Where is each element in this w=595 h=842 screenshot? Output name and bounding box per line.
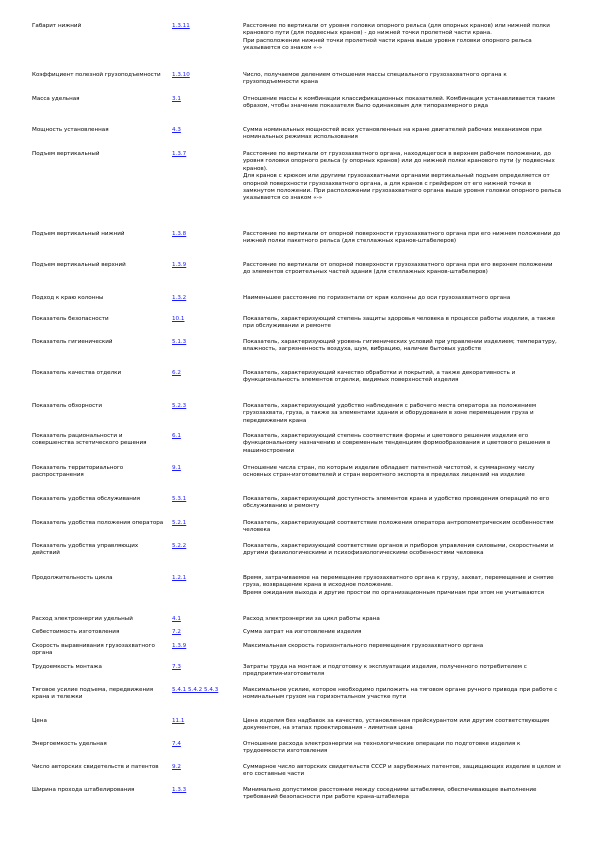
definition-paragraph: Расход электроэнергии за цикл работы крана <box>243 616 380 622</box>
term-label: Число авторских свидетельств и патентов <box>32 764 159 770</box>
definition-paragraph: Расстояние по вертикали от опорной поверхности грузозахватного органа при его нижнем положении до нижней полки пакетного рельса (для стеллажных кранов-штабелеров) <box>243 231 561 245</box>
term-label: Показатель территориального распространения <box>32 465 124 479</box>
definition-paragraph: Показатель, характеризующий доступность элементов крана и удобство проведения операций по его обслуживанию и ремонту <box>243 496 550 510</box>
term-definition <box>243 764 561 779</box>
term-label: Подъем вертикальный нижний <box>32 231 125 237</box>
section-reference-link[interactable]: 4.3 <box>172 127 181 133</box>
definition-paragraph: Цена изделия без надбавок за качество, установленная прейскурантом или другим соответствующим документом, на этапах проектирования - лимитная цена <box>243 718 550 732</box>
term-label: Трудоемкость монтажа <box>32 664 102 670</box>
term-definition <box>243 72 561 87</box>
definition-paragraph: Затраты труда на монтаж и подготовку к эксплуатации изделия, полученного потребителем с предприятия-изготовителя <box>243 664 527 678</box>
term-definition <box>243 465 561 480</box>
term-label: Тяговое усилие подъема, передвижения крана и тележки <box>32 687 154 701</box>
term-label: Цена <box>32 718 47 724</box>
section-reference-link[interactable]: 7.3 <box>172 664 181 670</box>
term-label: Мощность установленная <box>32 127 109 133</box>
term-definition <box>243 687 561 702</box>
term-definition <box>243 629 561 636</box>
term-definition <box>243 339 561 354</box>
term-label: Габарит нижний <box>32 23 82 29</box>
definition-paragraph: Время, затрачиваемое на перемещение грузозахватного органа к грузу, захват, перемещение и снятие груза, возвращение крана в исходное положение. <box>243 575 554 589</box>
term-definition <box>243 262 561 277</box>
section-reference-link[interactable]: 1.3.10 <box>172 72 190 78</box>
definition-paragraph: Показатель, характеризующий уровень гигиенических условий при управлении изделием; температуру, влажность, загрязненность воздуха, шум, вибрацию, наличие бытовых удобств <box>243 339 557 353</box>
section-reference-link[interactable]: 1.3.3 <box>172 787 187 793</box>
term-definition <box>243 787 561 802</box>
term-definition <box>243 151 561 203</box>
term-label: Скорость выравнивания грузозахватного органа <box>32 643 155 657</box>
term-definition <box>243 316 561 331</box>
section-reference-link[interactable]: 5.2.2 <box>172 543 187 549</box>
definition-paragraph: Число, получаемое делением отношения массы специального грузозахватного органа к грузоподъемности крана <box>243 72 507 86</box>
term-definition <box>243 370 561 385</box>
definition-paragraph: Расстояние по вертикали от уровня головки опорного рельса (для опорных кранов) или нижней полки кранового пути (для подвесных кранов) - до нижней точки пролетной части крана. <box>243 23 550 37</box>
definition-paragraph: Показатель, характеризующий соответствие положения оператора антропометрическим особенностям человека <box>243 520 554 534</box>
term-definition <box>243 295 561 302</box>
section-reference-link[interactable]: 10.1 <box>172 316 185 322</box>
definition-paragraph: Отношение массы к комбинации классификационных показателей. Комбинация устанавливается таким образом, чтобы значение показателя было одинаковым для типоразмерного ряда <box>243 96 555 110</box>
term-label: Коэффициент полезной грузоподъемности <box>32 72 161 78</box>
term-definition <box>243 96 561 111</box>
section-reference-link[interactable]: 7.4 <box>172 741 181 747</box>
section-reference-link[interactable]: 1.3.11 <box>172 23 190 29</box>
term-label: Показатель безопасности <box>32 316 109 322</box>
term-definition <box>243 23 561 53</box>
term-definition <box>243 718 561 733</box>
term-label: Расход электроэнергии удельный <box>32 616 133 622</box>
definition-paragraph: Сумма номинальных мощностей всех установленных на кране двигателей рабочих механизмов при номинальных режимах использования <box>243 127 542 141</box>
term-definition <box>243 543 561 558</box>
section-reference-link[interactable]: 1.3.9 <box>172 643 187 649</box>
term-definition <box>243 664 561 679</box>
section-reference-link[interactable]: 1.3.9 <box>172 262 187 268</box>
term-label: Показатель качества отделки <box>32 370 122 376</box>
section-reference-link[interactable]: 9.2 <box>172 764 181 770</box>
section-reference-link[interactable]: 6.2 <box>172 370 181 376</box>
section-reference-link[interactable]: 5.2.1 <box>172 520 187 526</box>
section-reference-link[interactable]: 5.2.3 <box>172 403 187 409</box>
term-label: Показатель гигиенический <box>32 339 113 345</box>
term-definition <box>243 616 561 623</box>
definition-paragraph: Отношение расхода электроэнергии на технологические операции по подготовке изделия к трудоемкости изготовления <box>243 741 521 755</box>
term-definition <box>243 433 561 455</box>
definition-paragraph: Минимально допустимое расстояние между соседними штабелями, обеспечивающее выполнение требований безопасности при работе крана-штабелера <box>243 787 537 801</box>
term-label: Показатель рациональности и совершенства эстетического решения <box>32 433 147 447</box>
section-reference-link[interactable]: 1.3.2 <box>172 295 187 301</box>
section-reference-link[interactable]: 1.2.1 <box>172 575 187 581</box>
definition-paragraph: Максимальная скорость горизонтального перемещения грузозахватного органа <box>243 643 484 649</box>
term-definition <box>243 231 561 246</box>
definition-paragraph: Расстояние по вертикали от грузозахватного органа, находящегося в верхнем рабочем положении, до уровня головки опорного рельса (у опорных кранов) или до нижней полки кранового пути (у подвесных кранов). <box>243 151 555 172</box>
definition-paragraph: Суммарное число авторских свидетельств СССР и зарубежных патентов, защищающих изделие в целом и его составные части <box>243 764 561 778</box>
term-label: Подход к краю колонны <box>32 295 104 301</box>
term-label: Себестоимость изготовления <box>32 629 120 635</box>
section-reference-link[interactable]: 5.1.3 <box>172 339 187 345</box>
section-reference-link[interactable]: 4.1 <box>172 616 181 622</box>
term-definition <box>243 520 561 535</box>
term-definition <box>243 575 561 597</box>
definition-paragraph: Показатель, характеризующий степень защиты здоровья человека в процессе работы изделия, а также при обслуживании и ремонте <box>243 316 556 330</box>
term-definition <box>243 496 561 511</box>
term-label: Продолжительность цикла <box>32 575 113 581</box>
section-reference-link[interactable]: 6.1 <box>172 433 181 439</box>
definition-paragraph: Наименьшее расстояние по горизонтали от края колонны до оси грузозахватного органа <box>243 295 511 301</box>
section-reference-link[interactable]: 7.2 <box>172 629 181 635</box>
term-definition <box>243 127 561 142</box>
definition-paragraph: Отношение числа стран, по которым изделие обладает патентной чистотой, к суммарному числу основных стран-изготовителей и стран вероятного экспорта в пределах лицензий на изделие <box>243 465 535 479</box>
definition-paragraph: Расстояние по вертикали от опорной поверхности грузозахватного органа при его верхнем положении до элементов строительных частей здания (для стеллажных кранов-штабелеров) <box>243 262 553 276</box>
term-label: Показатель удобства управляющих действий <box>32 543 139 557</box>
definition-paragraph: Показатель, характеризующий степень соответствия формы и цветового решения изделия его функциональному назначению и современным тенденциям формообразования и цветового решения в машиностроении <box>243 433 551 454</box>
section-reference-link[interactable]: 11.1 <box>172 718 185 724</box>
term-definition <box>243 403 561 425</box>
definition-paragraph: Максимальное усилие, которое необходимо приложить на тяговом органе ручного привода при работе с номинальным грузом на горизонтальном участке пути <box>243 687 558 701</box>
definition-paragraph: Показатель, характеризующий удобство наблюдения с рабочего места оператора за положением грузозахвата, груза, а также за элементами здания и оборудования в зоне перемещения груза и передвижения крана <box>243 403 537 424</box>
definition-paragraph: Показатель, характеризующий качество обработки и покрытий, а также декоративность и функциональность элементов отделки, видимых поверхностей изделия <box>243 370 516 384</box>
term-definition <box>243 741 561 756</box>
term-label: Ширина прохода штабелирования <box>32 787 135 793</box>
section-reference-link[interactable]: 1.3.7 <box>172 151 187 157</box>
term-label: Подъем вертикальный <box>32 151 100 157</box>
definition-paragraph: Показатель, характеризующий соответствие органов и приборов управления силовыми, скоростными и другими физиологическими и психофизиологическими особенностями человека <box>243 543 554 557</box>
section-reference-link[interactable]: 9.1 <box>172 465 181 471</box>
term-label: Энергоемкость удельная <box>32 741 107 747</box>
definition-paragraph: Сумма затрат на изготовление изделия <box>243 629 362 635</box>
section-reference-link[interactable]: 3.1 <box>172 96 181 102</box>
section-reference-link[interactable]: 5.4.1 5.4.2 5.4.3 <box>172 687 219 693</box>
definition-paragraph: Время ожидания выхода и другие простои по организационным причинам при этом не учитываются <box>243 589 544 596</box>
term-label: Показатель удобства положения оператора <box>32 520 164 526</box>
term-definition <box>243 643 561 650</box>
section-reference-link[interactable]: 1.3.8 <box>172 231 187 237</box>
term-label: Показатель обзорности <box>32 403 103 409</box>
term-label: Подъем вертикальный верхний <box>32 262 126 268</box>
section-reference-link[interactable]: 5.3.1 <box>172 496 187 502</box>
definition-paragraph: Для кранов с крюком или другими грузозахватными органами вертикальный подъем определяется от опорной поверхности грузозахватного органа, а для кранов с грейфером от его нижней точки в замкнутом положении. При расположении грузозахватного органа выше уровня головки опорного рельса указывается со знаком «-» <box>243 173 562 202</box>
term-label: Показатель удобства обслуживания <box>32 496 140 502</box>
term-label: Масса удельная <box>32 96 80 102</box>
definition-paragraph: При расположении нижней точки пролетной части крана выше уровня головки опорного рельса указывается со знаком «-» <box>243 37 532 52</box>
